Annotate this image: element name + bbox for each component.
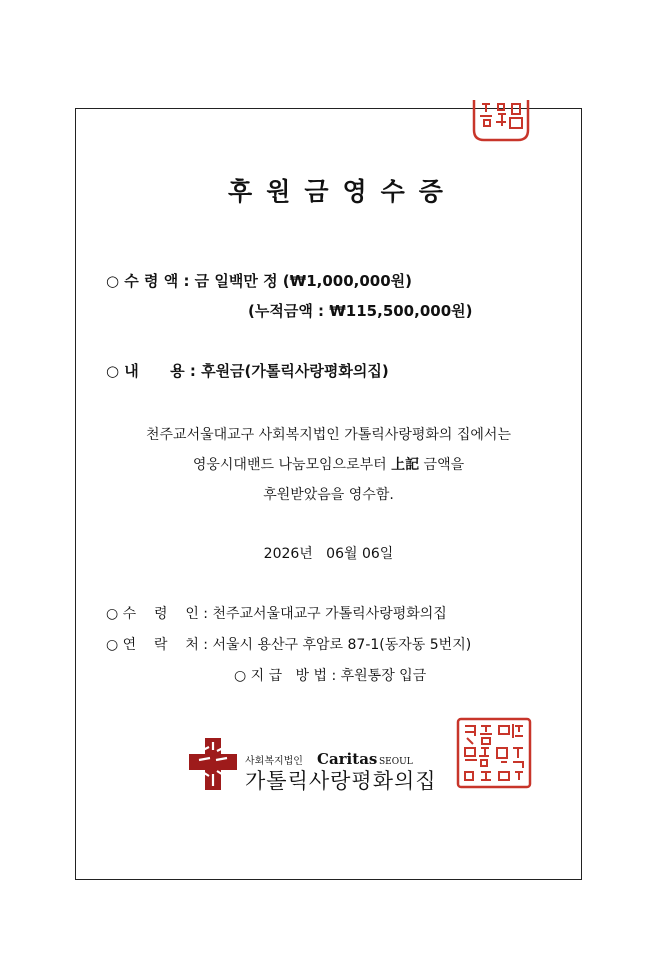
logo-brand: Caritas [317, 750, 378, 768]
body-line-2-bold: 上記 [391, 457, 420, 473]
contact-row: ○ 연 락 처 : 서울시 용산구 후암로 87-1(동자동 5번지) [106, 637, 472, 653]
body-line-3: 후원받았음을 영수함. [263, 487, 394, 503]
logo-name: 가톨릭사랑평화의집 [245, 769, 437, 793]
document-title: 후원금영수증 [228, 177, 457, 206]
top-seal-stamp [470, 100, 532, 142]
caritas-logo [187, 736, 477, 796]
body-line-2-pre: 영웅시대밴드 나눔모임으로부터 [192, 457, 392, 473]
logo-org-prefix: 사회복지법인 [245, 756, 303, 767]
amount-label: ○ 수 령 액 : [106, 272, 195, 290]
content-label: ○ 내 용 : [106, 362, 202, 380]
amount-row [106, 270, 412, 291]
cumulative-amount: (누적금액 : ₩115,500,000원) [248, 302, 473, 320]
content-value: 후원금(가톨릭사랑평화의집) [201, 362, 389, 380]
body-line-2 [75, 454, 582, 474]
payment-row: ○ 지 급 방 법 : 후원통장 입금 [234, 668, 427, 684]
official-seal-stamp [455, 716, 533, 790]
content-row [106, 360, 389, 381]
logo-city: SEOUL [379, 757, 413, 767]
amount-value: 금 일백만 정 (₩1,000,000원) [194, 272, 412, 290]
issue-date: 2026년 06월 06일 [263, 546, 394, 562]
body-line-1: 천주교서울대교구 사회복지법인 가톨릭사랑평화의 집에서는 [146, 427, 511, 443]
body-line-2-post: 금액을 [419, 457, 465, 473]
receiver-row: ○ 수 령 인 : 천주교서울대교구 가톨릭사랑평화의집 [106, 606, 447, 622]
